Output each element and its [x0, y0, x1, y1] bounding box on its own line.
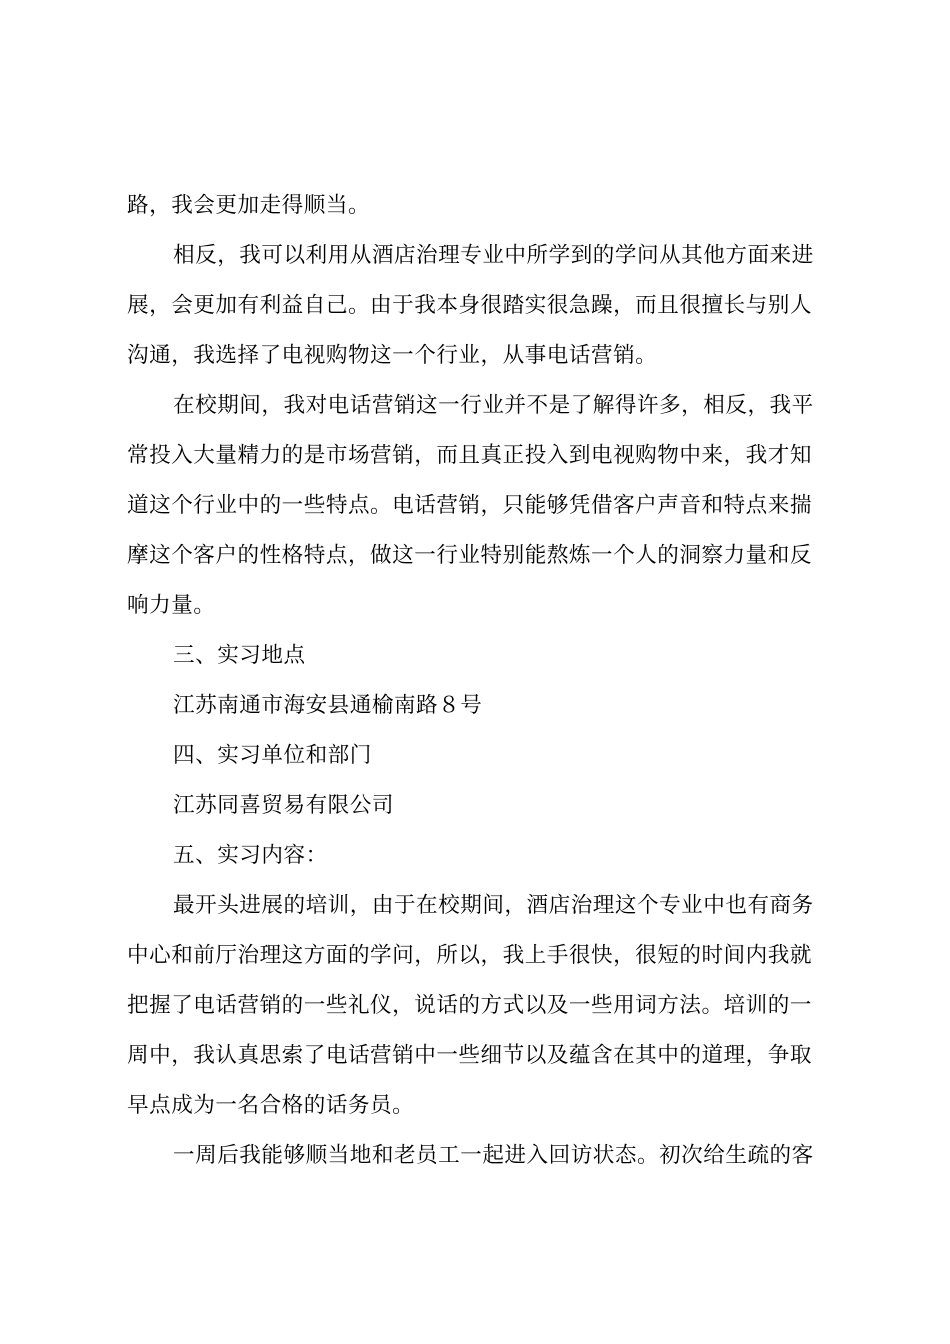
text-line: 江苏同喜贸易有限公司 — [173, 793, 394, 818]
text-line: 路，我会更加走得顺当。 — [127, 193, 371, 218]
text-line: 展，会更加有利益自己。由于我本身很踏实很急躁，而且很擅长与别人 — [127, 293, 812, 318]
text-line: 最开头进展的培训，由于在校期间，酒店治理这个专业中也有商务 — [173, 893, 814, 918]
text-line: 常投入大量精力的是市场营销，而且真正投入到电视购物中来，我才知 — [127, 443, 812, 468]
text-line: 道这个行业中的一些特点。电话营销，只能够凭借客户声音和特点来揣 — [127, 493, 812, 518]
text-line: 中心和前厅治理这方面的学问，所以，我上手很快，很短的时间内我就 — [127, 943, 812, 968]
text-line: 响力量。 — [127, 593, 216, 618]
text-line: 江苏南通市海安县通榆南路８号 — [173, 693, 483, 718]
text-line: 早点成为一名合格的话务员。 — [127, 1093, 415, 1118]
text-line: 摩这个客户的性格特点，做这一行业特别能熬炼一个人的洞察力量和反 — [127, 543, 812, 568]
section-heading: 三、实习地点 — [173, 643, 306, 668]
section-heading: 五、实习内容： — [173, 843, 328, 868]
text-line: 一周后我能够顺当地和老员工一起进入回访状态。初次给生疏的客 — [173, 1143, 814, 1168]
text-line: 周中，我认真思索了电话营销中一些细节以及蕴含在其中的道理，争取 — [127, 1043, 812, 1068]
text-line: 沟通，我选择了电视购物这一个行业，从事电话营销。 — [127, 343, 658, 368]
text-line: 把握了电话营销的一些礼仪，说话的方式以及一些用词方法。培训的一 — [127, 993, 812, 1018]
text-line: 相反，我可以利用从酒店治理专业中所学到的学问从其他方面来进 — [173, 243, 814, 268]
section-heading: 四、实习单位和部门 — [173, 743, 372, 768]
text-line: 在校期间，我对电话营销这一行业并不是了解得许多，相反，我平 — [173, 393, 814, 418]
